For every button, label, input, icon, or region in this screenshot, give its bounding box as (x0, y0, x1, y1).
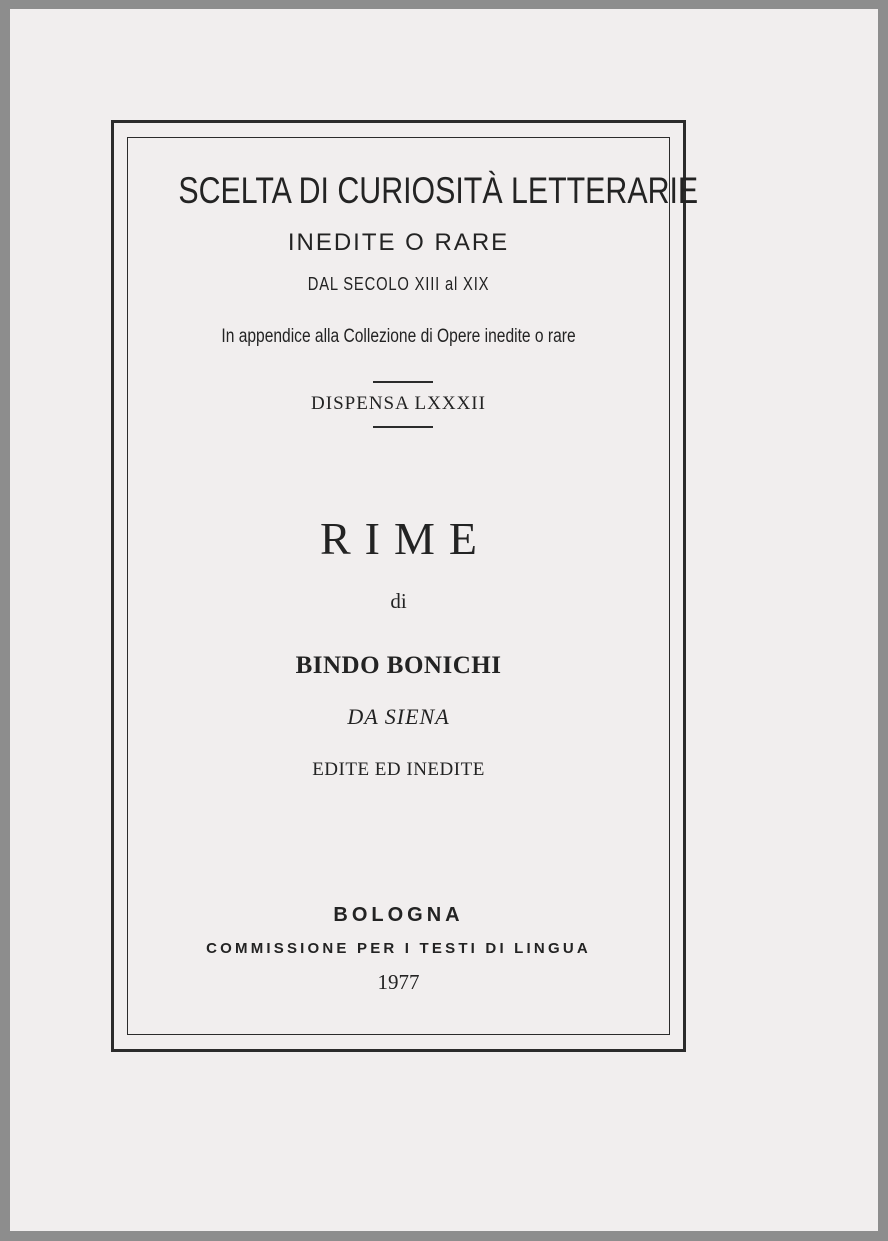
inner-border-frame (127, 137, 699, 1035)
dispensa-number: DISPENSA LXXXII (311, 393, 486, 414)
series-range: DAL SECOLO XIII al XIX (307, 274, 490, 294)
series-subtitle: INEDITE O RARE (287, 229, 510, 256)
byline: di (390, 589, 407, 613)
publisher-name: COMMISSIONE PER I TESTI DI LINGUA (206, 940, 591, 957)
rule-bottom (373, 426, 433, 428)
author-name: BINDO BONICHI (295, 652, 502, 679)
author-place: DA SIENA (347, 704, 450, 729)
series-note: In appendice alla Collezione di Opere inedite o rare (221, 326, 576, 347)
rule-top (373, 381, 433, 383)
publication-year: 1977 (377, 970, 420, 994)
book-title: RIME (320, 513, 491, 564)
edition-note: EDITE ED INEDITE (312, 759, 485, 780)
publication-city: BOLOGNA (333, 904, 464, 926)
series-title: SCELTA DI CURIOSITÀ LETTERARIE (178, 170, 699, 211)
